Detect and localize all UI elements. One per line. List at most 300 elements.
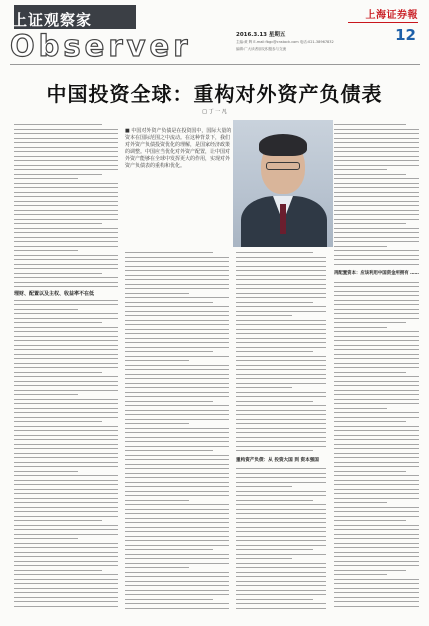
body-text-line bbox=[334, 331, 419, 332]
body-text-line bbox=[236, 266, 326, 267]
body-text-line bbox=[125, 297, 229, 298]
subhead-2: 重构资产负债：从 投资大国 到 资本强国 bbox=[236, 458, 319, 463]
body-text-line bbox=[334, 129, 419, 130]
body-text-line bbox=[334, 246, 387, 247]
body-text-line bbox=[125, 387, 229, 388]
body-text-line bbox=[236, 387, 292, 388]
body-text-line bbox=[334, 327, 387, 328]
body-text-line bbox=[334, 498, 419, 499]
body-text-line bbox=[14, 444, 118, 445]
body-text-line bbox=[14, 192, 118, 193]
body-text-line bbox=[125, 509, 229, 510]
body-text-line bbox=[14, 489, 118, 490]
body-text-line bbox=[334, 439, 419, 440]
body-text-line bbox=[125, 504, 229, 505]
brand-logo: 上海证券報 bbox=[365, 10, 418, 21]
body-text-line bbox=[125, 482, 229, 483]
body-text-line bbox=[334, 376, 419, 377]
body-text-line bbox=[14, 219, 118, 220]
body-text-line bbox=[14, 282, 118, 283]
body-text-line bbox=[125, 261, 229, 262]
body-text-line bbox=[125, 338, 229, 339]
body-text-line bbox=[334, 502, 387, 503]
body-text-line bbox=[125, 491, 229, 492]
body-text-line bbox=[125, 252, 213, 253]
text-column-3 bbox=[236, 252, 326, 614]
body-text-line bbox=[125, 392, 229, 393]
body-text-line bbox=[14, 520, 102, 521]
body-text-line bbox=[236, 297, 326, 298]
body-text-line bbox=[125, 536, 229, 537]
issue-contact: 主编:黄 辉 E-mail:fbgc@cnstock.com 电话:021-38967832 bbox=[236, 40, 334, 44]
body-text-line bbox=[236, 590, 326, 591]
body-text-line bbox=[334, 507, 419, 508]
body-text-line bbox=[236, 482, 326, 483]
body-text-line bbox=[236, 356, 326, 357]
body-text-line bbox=[334, 169, 387, 170]
body-text-line bbox=[236, 365, 326, 366]
body-text-line bbox=[334, 421, 406, 422]
body-text-line bbox=[334, 295, 419, 296]
body-text-line bbox=[334, 471, 406, 472]
section-title-cn: 上证观察家 bbox=[12, 11, 93, 29]
body-text-line bbox=[334, 304, 419, 305]
body-text-line bbox=[236, 518, 326, 519]
body-text-line bbox=[334, 147, 419, 148]
body-text-line bbox=[236, 567, 326, 568]
body-text-line bbox=[14, 601, 118, 602]
body-text-line bbox=[334, 385, 419, 386]
body-text-line bbox=[125, 284, 229, 285]
body-text-line bbox=[236, 392, 326, 393]
body-text-line bbox=[14, 552, 118, 553]
portrait-hair bbox=[259, 134, 307, 156]
body-text-line bbox=[334, 408, 387, 409]
body-text-line bbox=[14, 484, 118, 485]
body-text-line bbox=[334, 556, 419, 557]
body-text-line bbox=[125, 302, 213, 303]
body-text-line bbox=[14, 196, 118, 197]
body-text-line bbox=[334, 237, 419, 238]
author-portrait bbox=[233, 120, 333, 247]
body-text-line bbox=[334, 124, 406, 125]
body-text-line bbox=[125, 257, 229, 258]
body-text-line bbox=[334, 174, 406, 175]
body-text-line bbox=[236, 486, 292, 487]
body-text-line bbox=[236, 405, 326, 406]
body-text-line bbox=[125, 374, 229, 375]
body-text-line bbox=[236, 410, 326, 411]
body-text-line bbox=[236, 531, 326, 532]
body-text-line bbox=[125, 572, 229, 573]
body-text-line bbox=[14, 304, 118, 305]
body-text-line bbox=[125, 410, 229, 411]
body-text-line bbox=[14, 367, 118, 368]
body-text-line bbox=[236, 261, 326, 262]
body-text-line bbox=[334, 475, 419, 476]
section-title-en: Observer bbox=[10, 29, 192, 63]
body-text-line bbox=[125, 320, 229, 321]
body-text-line bbox=[236, 396, 326, 397]
body-text-line bbox=[334, 219, 419, 220]
body-text-line bbox=[334, 223, 406, 224]
body-text-line bbox=[125, 594, 229, 595]
body-text-line bbox=[236, 576, 326, 577]
body-text-line bbox=[14, 538, 78, 539]
body-text-line bbox=[14, 412, 118, 413]
body-text-line bbox=[236, 275, 326, 276]
body-text-line bbox=[125, 567, 189, 568]
body-text-line bbox=[334, 228, 419, 229]
body-text-line bbox=[334, 156, 419, 157]
body-text-line bbox=[334, 547, 419, 548]
body-text-line bbox=[125, 540, 229, 541]
body-text-line bbox=[334, 457, 419, 458]
text-column-4 bbox=[334, 124, 419, 614]
body-text-line bbox=[236, 450, 313, 451]
body-text-line bbox=[14, 327, 118, 328]
body-text-line bbox=[334, 151, 419, 152]
body-text-line bbox=[125, 599, 213, 600]
body-text-line bbox=[14, 556, 118, 557]
text-column-1 bbox=[14, 124, 118, 614]
body-text-line bbox=[14, 300, 118, 301]
body-text-line bbox=[236, 423, 326, 424]
body-text-line bbox=[236, 432, 326, 433]
issue-note: 编辑:广大读者朋友积极参与交流 bbox=[236, 47, 287, 51]
body-text-line bbox=[334, 205, 419, 206]
body-text-line bbox=[334, 574, 387, 575]
body-text-line bbox=[236, 581, 326, 582]
body-text-line bbox=[334, 597, 419, 598]
body-text-line bbox=[125, 419, 229, 420]
body-text-line bbox=[14, 340, 118, 341]
body-text-line bbox=[14, 390, 118, 391]
body-text-line bbox=[334, 313, 419, 314]
body-text-line bbox=[125, 432, 229, 433]
body-text-line bbox=[125, 414, 229, 415]
body-text-line bbox=[125, 549, 213, 550]
body-text-line bbox=[14, 313, 118, 314]
body-text-line bbox=[14, 286, 118, 287]
body-text-line bbox=[236, 279, 326, 280]
body-text-line bbox=[14, 237, 118, 238]
body-text-line bbox=[236, 536, 326, 537]
body-text-line bbox=[236, 338, 326, 339]
body-text-line bbox=[14, 588, 118, 589]
body-text-line bbox=[14, 417, 118, 418]
body-text-line bbox=[236, 527, 326, 528]
body-text-line bbox=[334, 412, 419, 413]
body-text-line bbox=[334, 579, 419, 580]
brand-divider bbox=[348, 22, 418, 23]
body-text-line bbox=[334, 606, 419, 607]
body-text-line bbox=[14, 583, 118, 584]
body-text-line bbox=[125, 558, 229, 559]
body-text-line bbox=[14, 426, 118, 427]
body-text-line bbox=[334, 165, 419, 166]
body-text-line bbox=[334, 399, 419, 400]
body-text-line bbox=[125, 270, 229, 271]
body-text-line bbox=[236, 509, 326, 510]
body-text-line bbox=[334, 183, 419, 184]
body-text-line bbox=[14, 264, 118, 265]
body-text-line bbox=[14, 129, 118, 130]
body-text-line bbox=[334, 133, 419, 134]
body-text-line bbox=[334, 214, 419, 215]
body-text-line bbox=[14, 160, 118, 161]
body-text-line bbox=[236, 342, 326, 343]
body-text-line bbox=[14, 277, 118, 278]
body-text-line bbox=[14, 318, 118, 319]
body-text-line bbox=[334, 250, 419, 251]
body-text-line bbox=[14, 133, 118, 134]
body-text-line bbox=[236, 414, 326, 415]
masthead bbox=[0, 0, 429, 68]
body-text-line bbox=[236, 347, 326, 348]
body-text-line bbox=[236, 522, 326, 523]
body-text-line bbox=[14, 124, 102, 125]
body-text-line bbox=[14, 592, 118, 593]
body-text-line bbox=[14, 156, 118, 157]
body-text-line bbox=[334, 466, 419, 467]
subhead-2-wrap bbox=[236, 455, 326, 465]
body-text-line bbox=[125, 464, 229, 465]
body-text-line bbox=[14, 435, 118, 436]
masthead-divider bbox=[10, 64, 420, 65]
body-text-line bbox=[236, 558, 292, 559]
body-text-line bbox=[236, 288, 326, 289]
body-text-line bbox=[14, 354, 118, 355]
body-text-line bbox=[125, 477, 229, 478]
article-byline: □ 丁 一 凡 bbox=[202, 109, 227, 115]
body-text-line bbox=[14, 462, 118, 463]
body-text-line bbox=[334, 534, 419, 535]
body-text-line bbox=[334, 142, 419, 143]
body-text-line bbox=[125, 306, 229, 307]
body-text-line bbox=[14, 151, 118, 152]
body-text-line bbox=[236, 500, 313, 501]
body-text-line bbox=[14, 529, 118, 530]
body-text-line bbox=[334, 390, 419, 391]
body-text-line bbox=[14, 597, 118, 598]
body-text-line bbox=[14, 534, 118, 535]
body-text-line bbox=[125, 518, 229, 519]
body-text-line bbox=[236, 563, 326, 564]
body-text-line bbox=[334, 286, 419, 287]
body-text-line bbox=[14, 606, 118, 607]
body-text-line bbox=[236, 540, 326, 541]
body-text-line bbox=[334, 358, 419, 359]
body-text-line bbox=[14, 516, 118, 517]
body-text-line bbox=[334, 525, 419, 526]
body-text-line bbox=[14, 453, 118, 454]
body-text-line bbox=[334, 138, 419, 139]
body-text-line bbox=[334, 543, 419, 544]
portrait-glasses bbox=[266, 162, 300, 170]
body-text-line bbox=[14, 174, 102, 175]
body-text-line bbox=[334, 570, 406, 571]
body-text-line bbox=[334, 561, 419, 562]
body-text-line bbox=[236, 473, 326, 474]
body-text-line bbox=[334, 484, 419, 485]
body-text-line bbox=[125, 405, 229, 406]
body-text-line bbox=[236, 329, 326, 330]
body-text-line bbox=[14, 246, 118, 247]
body-text-line bbox=[125, 468, 229, 469]
body-text-line bbox=[125, 351, 213, 352]
body-text-line bbox=[125, 495, 229, 496]
body-text-line bbox=[125, 315, 229, 316]
body-text-line bbox=[334, 187, 419, 188]
body-text-line bbox=[334, 363, 419, 364]
body-text-line bbox=[14, 322, 102, 323]
body-text-line bbox=[236, 594, 326, 595]
body-text-line bbox=[236, 270, 326, 271]
pull-quote-text: ■ 中国对外资产负债是在投资国中，国际大量的资本在国际范围之中流动。在这种背景下，我们对外资产负债投资优化的理解，是国家经济政策的调整。中国应当优化对外资产配置，让中国对外资产能够在全球中发挥更大的作用，实现对外资产负债表的重构和优化。 bbox=[125, 128, 232, 169]
body-text-line bbox=[334, 160, 419, 161]
body-text-line bbox=[334, 259, 419, 260]
body-text-line bbox=[236, 360, 326, 361]
body-text-line bbox=[236, 311, 326, 312]
body-text-line bbox=[14, 421, 102, 422]
body-text-line bbox=[334, 354, 419, 355]
body-text-line bbox=[236, 302, 313, 303]
body-text-line bbox=[14, 579, 118, 580]
body-text-line bbox=[236, 293, 326, 294]
body-text-line bbox=[125, 581, 229, 582]
body-text-line bbox=[125, 437, 229, 438]
body-text-line bbox=[236, 324, 326, 325]
body-text-line bbox=[14, 187, 118, 188]
body-text-line bbox=[334, 538, 419, 539]
article-headline: 中国投资全球：重构对外资产负债表 bbox=[46, 82, 383, 106]
body-text-line bbox=[125, 275, 229, 276]
body-text-line bbox=[236, 549, 313, 550]
body-text-line bbox=[334, 291, 419, 292]
body-text-line bbox=[14, 561, 118, 562]
body-text-line bbox=[236, 477, 326, 478]
issue-info bbox=[236, 30, 334, 52]
body-text-line bbox=[14, 457, 118, 458]
body-text-line bbox=[236, 572, 326, 573]
body-text-line bbox=[125, 423, 189, 424]
body-text-line bbox=[334, 511, 419, 512]
body-text-line bbox=[14, 363, 118, 364]
body-text-line bbox=[14, 493, 118, 494]
body-text-line bbox=[14, 309, 78, 310]
body-text-line bbox=[125, 293, 189, 294]
body-text-line bbox=[334, 448, 419, 449]
body-text-line bbox=[125, 513, 229, 514]
body-text-line bbox=[236, 401, 313, 402]
body-text-line bbox=[236, 585, 326, 586]
body-text-line bbox=[125, 288, 229, 289]
body-text-line bbox=[125, 333, 229, 334]
body-text-line bbox=[334, 367, 419, 368]
subhead-3: 再配置资本：应该利用中国资金所拥有 …… bbox=[334, 271, 419, 276]
body-text-line bbox=[125, 342, 229, 343]
body-text-line bbox=[14, 466, 118, 467]
body-text-line bbox=[14, 381, 118, 382]
body-text-line bbox=[14, 138, 118, 139]
body-text-line bbox=[125, 554, 229, 555]
body-text-line bbox=[236, 599, 313, 600]
body-text-line bbox=[14, 394, 78, 395]
body-text-line bbox=[125, 486, 229, 487]
body-text-line bbox=[125, 473, 229, 474]
body-text-line bbox=[334, 282, 419, 283]
body-text-line bbox=[236, 608, 326, 609]
body-text-line bbox=[334, 493, 419, 494]
body-text-line bbox=[14, 273, 102, 274]
body-text-line bbox=[125, 500, 189, 501]
body-text-line bbox=[125, 401, 213, 402]
body-text-line bbox=[236, 545, 326, 546]
body-text-line bbox=[125, 522, 229, 523]
body-text-line bbox=[236, 284, 326, 285]
body-text-line bbox=[14, 165, 118, 166]
body-text-line bbox=[236, 603, 326, 604]
body-text-line bbox=[14, 169, 118, 170]
body-text-line bbox=[236, 504, 326, 505]
issue-date: 2016.3.13 星期五 bbox=[236, 32, 286, 38]
body-text-line bbox=[334, 601, 419, 602]
body-text-line bbox=[334, 349, 419, 350]
body-text-line bbox=[14, 408, 118, 409]
body-text-line bbox=[14, 205, 118, 206]
body-text-line bbox=[125, 378, 229, 379]
body-text-line bbox=[125, 590, 229, 591]
body-text-line bbox=[236, 374, 326, 375]
body-text-line bbox=[14, 268, 118, 269]
body-text-line bbox=[125, 360, 189, 361]
body-text-line bbox=[236, 554, 326, 555]
body-text-line bbox=[334, 196, 419, 197]
body-text-line bbox=[14, 448, 118, 449]
body-text-line bbox=[236, 306, 326, 307]
body-text-line bbox=[14, 507, 118, 508]
body-text-line bbox=[14, 147, 118, 148]
body-text-line bbox=[334, 592, 419, 593]
body-text-line bbox=[334, 201, 419, 202]
body-text-line bbox=[334, 340, 419, 341]
body-text-line bbox=[125, 383, 229, 384]
body-text-line bbox=[236, 437, 326, 438]
body-text-line bbox=[334, 430, 419, 431]
body-text-line bbox=[14, 201, 118, 202]
body-text-line bbox=[14, 471, 78, 472]
body-text-line bbox=[236, 351, 313, 352]
portrait-tie bbox=[280, 204, 286, 234]
body-text-line bbox=[14, 376, 118, 377]
body-text-line bbox=[14, 178, 78, 179]
body-text-line bbox=[236, 419, 326, 420]
body-text-line bbox=[334, 565, 419, 566]
body-text-line bbox=[14, 480, 118, 481]
body-text-line bbox=[14, 210, 118, 211]
subhead-3-wrap bbox=[334, 268, 419, 278]
body-text-line bbox=[125, 441, 229, 442]
body-text-line bbox=[125, 563, 229, 564]
body-text-line bbox=[236, 252, 313, 253]
body-text-line bbox=[334, 516, 419, 517]
body-text-line bbox=[125, 459, 229, 460]
body-text-line bbox=[334, 232, 419, 233]
body-text-line bbox=[334, 210, 419, 211]
subhead-1: 理财、配置以及主权、收益率不在低 bbox=[14, 291, 95, 297]
body-text-line bbox=[14, 241, 118, 242]
